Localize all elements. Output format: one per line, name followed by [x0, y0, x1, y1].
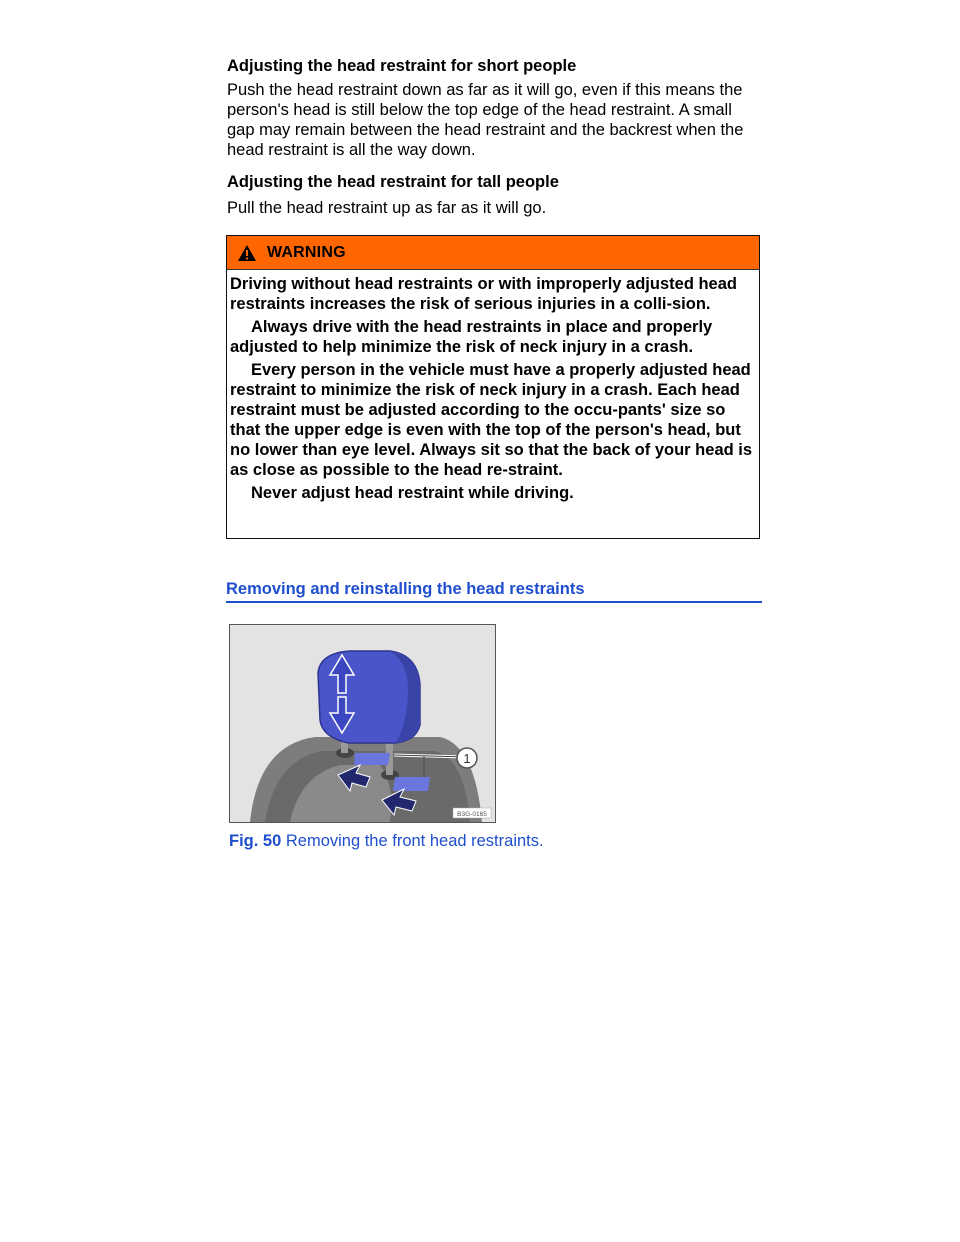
figure-head-restraint	[229, 624, 496, 823]
head-restraint-illustration	[230, 625, 495, 822]
warning-box	[226, 235, 760, 539]
warning-body	[227, 270, 759, 503]
warning-intro: Driving without head restraints or with improperly adjusted head restraints increases the risk of serious injuries in a colli-sion.	[230, 275, 737, 313]
image-code: B3G-0165	[457, 811, 487, 818]
heading-short-people: Adjusting the head restraint for short people	[227, 57, 577, 75]
callout-number: 1	[463, 751, 471, 766]
section-title: Removing and reinstalling the head restraints	[226, 580, 762, 603]
paragraph-tall-people: Pull the head restraint up as far as it will go.	[227, 199, 547, 217]
figure-caption	[229, 832, 544, 851]
figure-label: Fig. 50	[229, 832, 282, 850]
figure-caption-text: Removing the front head restraints.	[285, 832, 544, 850]
warning-item-2: Every person in the vehicle must have a properly adjusted head restraint to minimize the risk of neck injury in a crash. Each head restraint must be adjusted according to the occu-pants' size so that the upper edge is even with the top of the person's head, but no lower than eye level. Always sit so that the back of your head is as close as possible to the head re-straint.	[230, 361, 753, 479]
warning-item-1: Always drive with the head restraints in place and properly adjusted to help minimize the risk of neck injury in a crash.	[230, 318, 713, 356]
warning-header	[227, 236, 759, 270]
warning-item-3: Never adjust head restraint while driving.	[251, 484, 574, 502]
warning-triangle-icon	[237, 244, 257, 262]
paragraph-short-people: Push the head restraint down as far as it will go, even if this means the person's head is still below the top edge of the head restraint. A small gap may remain between the head restraint and the backrest when the head restraint is all the way down.	[227, 81, 744, 159]
warning-title: WARNING	[267, 243, 346, 261]
heading-tall-people: Adjusting the head restraint for tall people	[227, 173, 559, 191]
